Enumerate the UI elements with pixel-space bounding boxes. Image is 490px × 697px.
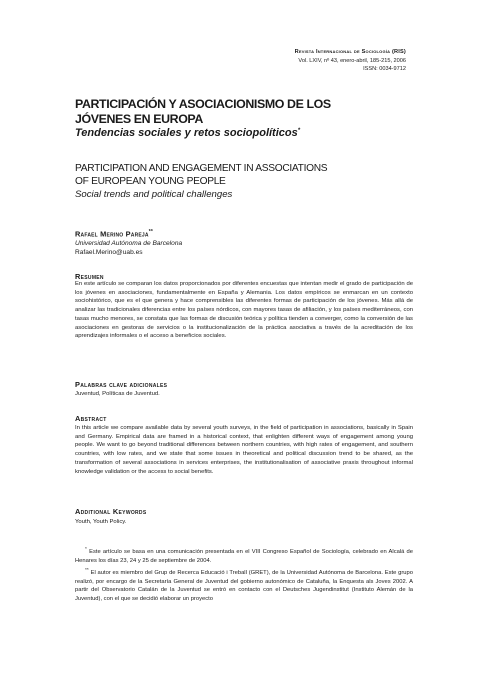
abstract-heading: Abstract — [75, 414, 107, 423]
footnote-2 — [75, 567, 413, 603]
footnote-1 — [75, 546, 413, 565]
author-block — [75, 228, 182, 258]
spanish-subtitle — [75, 126, 375, 141]
english-title-line-1: PARTICIPATION AND ENGAGEMENT IN ASSOCIATIONS — [75, 163, 328, 174]
spanish-subtitle-text: Tendencias sociales y retos sociopolíticos — [75, 127, 298, 140]
author-email[interactable]: Rafael.Merino@uab.es — [75, 249, 143, 257]
title-footnote-marker[interactable]: * — [297, 128, 301, 135]
keywords-heading: Additional Keywords — [75, 507, 147, 516]
palabras-clave-text: Juventud, Políticas de Juventud. — [75, 391, 160, 397]
footnote-1-marker: * — [85, 547, 87, 552]
journal-volume-line: Vol. LXIV, nº 43, enero-abril, 185-215, 2006 — [298, 57, 406, 64]
english-subtitle: Social trends and political challenges — [75, 189, 233, 200]
journal-issn: ISSN: 0034-9712 — [363, 66, 406, 73]
english-title-line-2: OF EUROPEAN YOUNG PEOPLE — [75, 176, 226, 187]
palabras-clave-heading: Palabras clave adicionales — [75, 380, 168, 389]
spanish-title-line-2: JÓVENES EN EUROPA — [75, 111, 203, 126]
footnote-2-marker: ** — [85, 568, 89, 574]
author-footnote-marker[interactable]: ** — [148, 229, 153, 235]
footnotes — [75, 546, 413, 605]
abstract-text: In this article we compare available data by several youth surveys, in the field of participation in associations, basically in Spain and Germany. Empirical data are framed in a historical context, that enlighten different ways of engagement among young people. We want to go beyond traditional differences between northern countries, with high rates of engagement, and southern countries, with low rates, and we state that some issues in theoretical and political discussion trend to be shared, as the transformation of several associations in services enterprises, the institutionalisation of associative praxis throughout informal knowledge validation or the access to social benefits. — [75, 425, 413, 475]
author-name — [75, 228, 182, 239]
spanish-title-block — [75, 97, 375, 141]
author-name-text: Rafael Merino Pareja — [75, 229, 149, 239]
footnote-2-text: El autor es miembro del Grup de Recerca Educació i Treball (GRET), de la Universidad Autónoma de Barcelona. Este grupo realizó, por encargo de la Secretaría General de Juventud del gobierno autonómico de Cataluña, la Enquesta als Joves 2002. A partir del Observatorio Catalán de la Juventud se entró en contacto con el Deutsches Jugendinstitut (Instituto Alemán de la Juventud), con el que se decidió elaborar un proyecto — [75, 570, 413, 602]
resumen-heading: Resumen — [75, 272, 104, 281]
keywords-text: Youth, Youth Policy. — [75, 519, 127, 525]
spanish-title-line-1: PARTICIPACIÓN Y ASOCIACIONISMO DE LOS — [75, 97, 331, 111]
journal-name: Revista Internacional de Sociología (RIS) — [294, 49, 406, 55]
author-institution: Universidad Autónoma de Barcelona — [75, 239, 183, 247]
journal-header — [295, 48, 406, 74]
resumen-text: En este artículo se comparan los datos proporcionados por diferentes encuestas que intentan medir el grado de participación de los jóvenes en asociaciones, fundamentalmente en España y Alemania. Los datos empíricos se enmarcan en un contexto sociohistórico, que es el que genera y hace comprensibles las diferentes formas de participación de los jóvenes. Más allá de analizar las tradicionales diferencias entre los países nórdicos, con mayores tasas de afiliación, y los países mediterráneos, con tasas mucho menores, se constata que las formas de discusión teórica y política tienden a converger, como la conversión de las asociaciones en gestoras de servicios o la institucionalización de la práctica asociativa a través de la acreditación de los aprendizajes informales o el acceso a beneficios sociales. — [75, 281, 413, 340]
english-title-block — [75, 162, 405, 201]
footnote-1-text: Este artículo se basa en una comunicación presentada en el VIII Congreso Español de Sociología, celebrado en Alcalá de Henares los días 23, 24 y 25 de septiembre de 2004. — [75, 548, 413, 564]
